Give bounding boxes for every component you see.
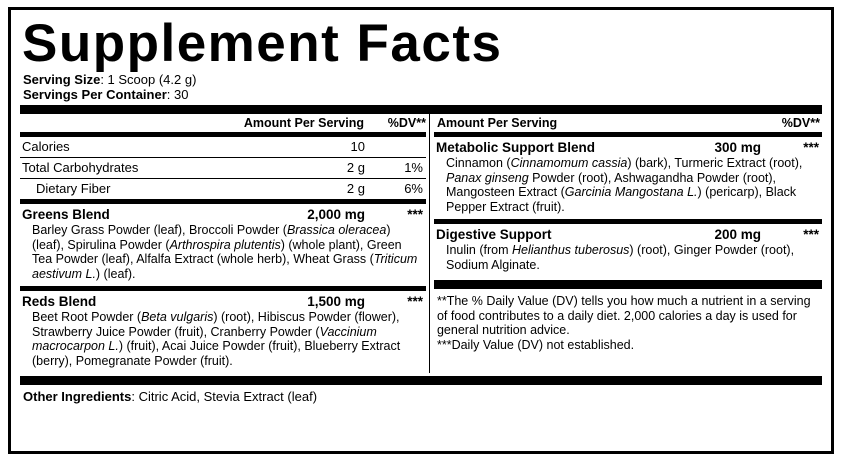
nutrient-dv: 6% (404, 181, 423, 196)
blend-heading (434, 137, 822, 156)
servings-per-container-label: Servings Per Container (23, 87, 167, 102)
footnotes (434, 289, 822, 352)
nutrient-name: Dietary Fiber (36, 181, 111, 196)
servings-per-container-line (23, 87, 822, 102)
blend-heading (434, 224, 822, 243)
other-ingredients-value: : Citric Acid, Stevia Extract (leaf) (131, 389, 318, 404)
facts-columns (20, 114, 822, 373)
blend-ingredients: Beet Root Powder (Beta vulgaris) (root), Hibiscus Powder (flower), Strawberry Juice Powder (fruit), Cranberry Powder (Vaccinium macrocarpon L.) (fruit), Acai Juice Powder (fruit), Blueberry Extract (berry), Pomegranate Powder (fruit). (32, 310, 401, 368)
divider-footnotes (434, 280, 822, 289)
blend-heading (20, 204, 426, 223)
blend-name: Reds Blend (22, 294, 97, 309)
blend-dv: *** (803, 227, 819, 242)
table-row (20, 179, 426, 199)
blend-heading (20, 291, 426, 310)
nutrient-name: Total Carbohydrates (22, 160, 139, 175)
nutrient-amount: 2 g (346, 181, 365, 196)
nutrient-amount: 10 (350, 139, 365, 154)
right-column (434, 114, 822, 373)
nutrient-amount: 2 g (346, 160, 365, 175)
blend-ingredients: Cinnamon (Cinnamomum cassia) (bark), Turmeric Extract (root), Panax ginseng Powder (root), Ashwagandha Powder (root), Mangosteen Extract (Garcinia Mangostana L.) (pericarp), Black Pepper Extract (fruit). (445, 156, 803, 214)
percent-dv-header-left: %DV** (387, 116, 426, 130)
percent-dv-header-right: %DV** (781, 116, 820, 130)
divider-thick-top (20, 105, 822, 114)
servings-per-container-value: : 30 (166, 87, 189, 102)
amount-per-serving-header-left: Amount Per Serving (243, 116, 364, 130)
serving-size-label: Serving Size (23, 72, 101, 87)
nutrient-name: Calories (22, 139, 70, 154)
blend-name: Greens Blend (22, 207, 110, 222)
serving-size-line (23, 72, 822, 87)
blend-ingredients: Barley Grass Powder (leaf), Broccoli Powder (Brassica oleracea) (leaf), Spirulina Powder (Arthrospira plutentis) (whole plant), Green Tea Powder (leaf), Alfalfa Extract (whole herb), Wheat Grass (Triticum aestivum L.) (leaf). (32, 223, 418, 281)
left-column-header (20, 114, 426, 132)
table-row (20, 158, 426, 178)
blend-amount: 1,500 mg (307, 294, 365, 309)
other-ingredients (20, 385, 822, 404)
blend-dv: *** (407, 207, 423, 222)
footnote-daily-value: **The % Daily Value (DV) tells you how much a nutrient in a serving of food contributes to a daily diet. 2,000 calories a day is used for general nutrition advice. (436, 294, 811, 337)
blend-dv: *** (803, 140, 819, 155)
blend-amount: 2,000 mg (307, 207, 365, 222)
other-ingredients-label: Other Ingredients (23, 389, 132, 404)
blend-amount: 200 mg (714, 227, 761, 242)
nutrient-dv: 1% (404, 160, 423, 175)
amount-per-serving-header-right: Amount Per Serving (436, 116, 558, 130)
column-divider (429, 114, 430, 373)
page-title: Supplement Facts (22, 14, 503, 73)
serving-size-value: : 1 Scoop (4.2 g) (100, 72, 197, 87)
left-column (20, 114, 426, 373)
blend-ingredients: Inulin (from Helianthus tuberosus) (root), Ginger Powder (root), Sodium Alginate. (445, 243, 795, 272)
table-row (20, 137, 426, 157)
blend-name: Metabolic Support Blend (435, 140, 595, 155)
footnote-dv-not-established: ***Daily Value (DV) not established. (436, 337, 635, 352)
right-column-header (434, 114, 822, 132)
blend-name: Digestive Support (435, 227, 552, 242)
divider-thick-bottom (20, 376, 822, 385)
label-frame (8, 7, 834, 454)
label-inner (20, 14, 822, 446)
blend-dv: *** (407, 294, 423, 309)
blend-amount: 300 mg (714, 140, 761, 155)
